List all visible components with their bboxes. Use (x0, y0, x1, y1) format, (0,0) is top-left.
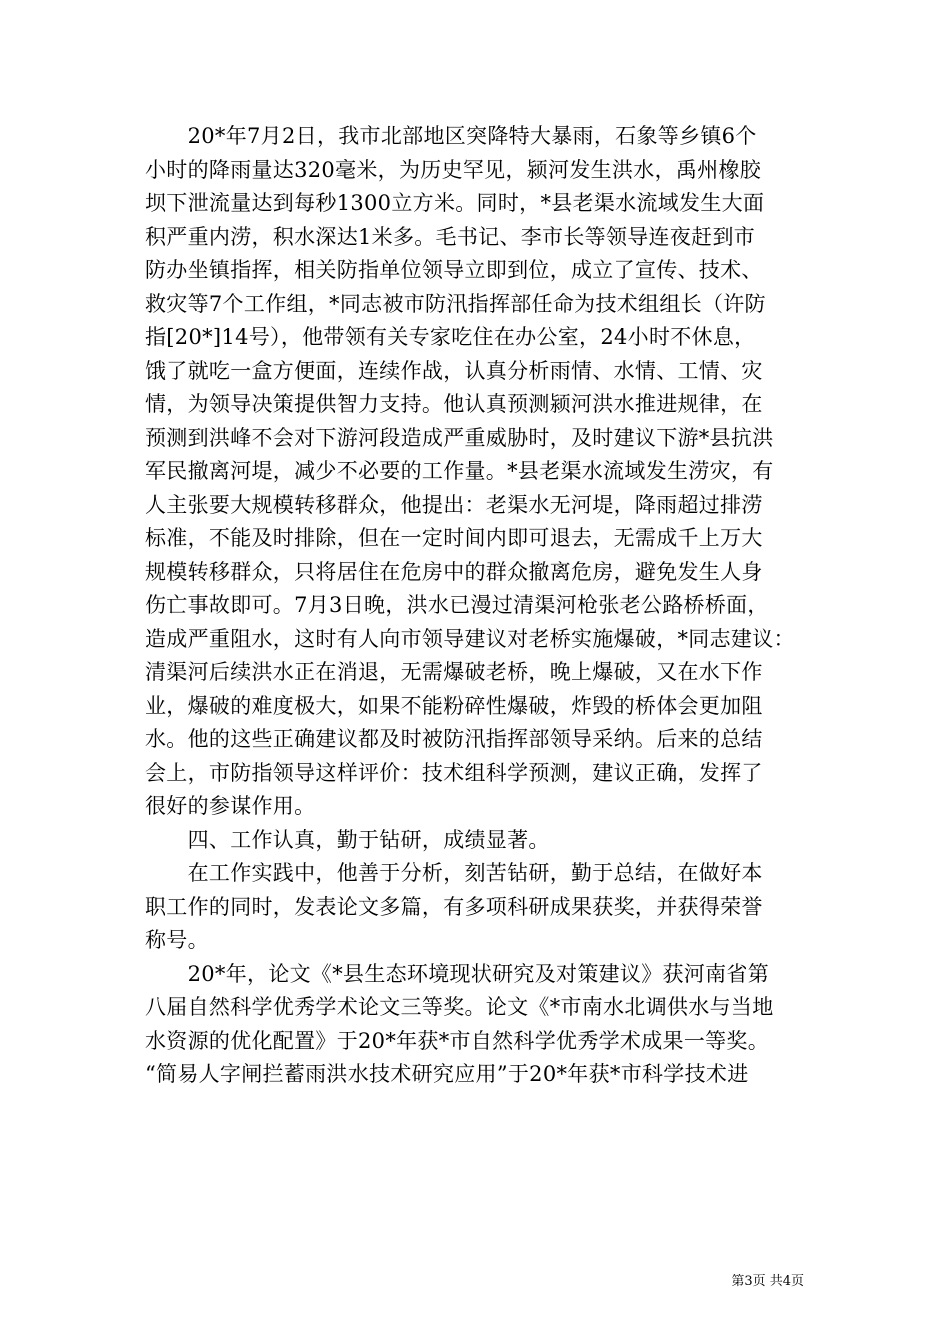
text-line: 军民撤离河堤，减少不必要的工作量。*县老渠水流域发生涝灾，有 (145, 459, 774, 483)
text-line: 防办坐镇指挥，相关防指单位领导立即到位，成立了宣传、技术、 (145, 258, 763, 282)
text-line: 情，为领导决策提供智力支持。他认真预测颍河洪水推进规律，在 (145, 392, 763, 416)
text-line: 水。他的这些正确建议都及时被防汛指挥部领导采纳。后来的总结 (145, 727, 763, 751)
text-line: 水资源的优化配置》于20*年获*市自然科学优秀学术成果一等奖。 (145, 1029, 770, 1053)
text-line: 业，爆破的难度极大，如果不能粉碎性爆破，炸毁的桥体会更加阻 (145, 694, 763, 718)
text-line: 坝下泄流量达到每秒1300立方米。同时，*县老渠水流域发生大面 (145, 191, 765, 215)
text-line: 饿了就吃一盒方便面，连续作战，认真分析雨情、水情、工情、灾 (145, 359, 763, 383)
text-line: 清渠河后续洪水正在消退，无需爆破老桥，晚上爆破，又在水下作 (145, 660, 763, 684)
text-line: 救灾等7个工作组，*同志被市防汛指挥部任命为技术组组长（许防 (145, 292, 766, 316)
text-line: “简易人字闸拦蓄雨洪水技术研究应用”于20*年获*市科学技术进 (145, 1062, 749, 1086)
text-line: 人主张要大规模转移群众，他提出：老渠水无河堤，降雨超过排涝 (145, 493, 763, 517)
text-line: 20*年，论文《*县生态环境现状研究及对策建议》获河南省第 (145, 962, 770, 986)
text-line: 预测到洪峰不会对下游河段造成严重威胁时，及时建议下游*县抗洪 (145, 426, 774, 450)
text-line: 很好的参谋作用。 (145, 794, 316, 818)
text-line: 积严重内涝，积水深达1米多。毛书记、李市长等领导连夜赶到市 (145, 225, 756, 249)
text-line: 造成严重阻水，这时有人向市领导建议对老桥实施爆破，*同志建议： (145, 627, 795, 651)
text-line: 四、工作认真，勤于钻研，成绩显著。 (145, 828, 550, 852)
text-line: 标准，不能及时排除，但在一定时间内即可退去，无需成千上万大 (145, 526, 763, 550)
text-line: 称号。 (145, 928, 209, 952)
text-line: 小时的降雨量达320毫米，为历史罕见，颍河发生洪水，禹州橡胶 (145, 158, 762, 182)
text-line: 职工作的同时，发表论文多篇，有多项科研成果获奖，并获得荣誉 (145, 895, 763, 919)
text-line: 八届自然科学优秀学术论文三等奖。论文《*市南水北调供水与当地 (145, 995, 774, 1019)
text-line: 在工作实践中，他善于分析，刻苦钻研，勤于总结，在做好本 (145, 861, 763, 885)
text-line: 指[20*]14号），他带领有关专家吃住在办公室，24小时不休息， (145, 325, 756, 349)
text-line: 20*年7月2日，我市北部地区突降特大暴雨，石象等乡镇6个 (145, 124, 757, 148)
text-line: 伤亡事故即可。7月3日晚，洪水已漫过清渠河枪张老公路桥桥面， (145, 593, 769, 617)
page-number: 第3页 共4页 (731, 1274, 804, 1289)
text-line: 会上，市防指领导这样评价：技术组科学预测，建议正确，发挥了 (145, 761, 763, 785)
text-line: 规模转移群众，只将居住在危房中的群众撤离危房，避免发生人身 (145, 560, 763, 584)
